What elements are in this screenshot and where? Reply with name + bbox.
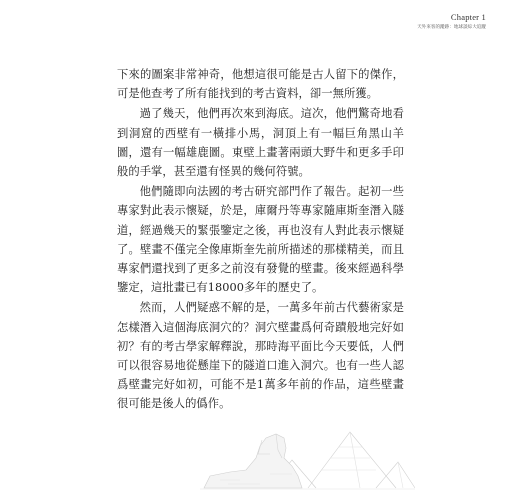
paragraph: 過了幾天，他們再次來到海底。這次，他們驚奇地看到洞窟的西壁有一橫排小馬，洞頂上有一幅巨角黑山羊圖，還有一幅雄鹿圖。東壁上畫著兩頭大野牛和更多手印般的手掌，甚至還有怪異的幾何符號。	[117, 107, 404, 179]
running-header	[417, 12, 486, 30]
pyramid-shape	[376, 462, 415, 488]
book-subtitle: 天外來客的蹤跡：地球談綜大追蹤	[417, 25, 486, 30]
paragraph: 下來的圖案非常神奇，他想這很可能是古人留下的傑作，可是他查考了所有能找到的考古資料，卻一無所獲。	[117, 68, 404, 101]
sphinx-pyramids-illustration	[200, 410, 415, 492]
body-text	[117, 65, 404, 414]
paragraph: 然而，人們疑惑不解的是，一萬多年前古代藝術家是怎樣潛入這個海底洞穴的？洞穴壁畫爲何奇蹟般地完好如初？有的考古學家解釋說，那時海平面比今天要低，人們可以很容易地從懸崖下的隧道口進入洞穴。也有一些人認爲壁畫完好如初，可能不是1萬多年前的作品，這些壁畫很可能是後人的僞作。	[117, 301, 404, 411]
sphinx-shape	[204, 434, 302, 488]
paragraph: 他們隨即向法國的考古研究部門作了報告。起初一些專家對此表示懷疑，於是，庫爾丹等專家隨庫斯奎潛入隧道，經過幾天的緊張鑒定之後，再也沒有人對此表示懷疑了。壁畫不僅完全像庫斯奎先前所描述的那樣精美，而且專家們還找到了更多之前沒有發覺的壁畫。後來經過科學鑒定，這批畫已有18000多年的歷史了。	[117, 185, 404, 295]
chapter-label: Chapter 1	[450, 12, 486, 22]
